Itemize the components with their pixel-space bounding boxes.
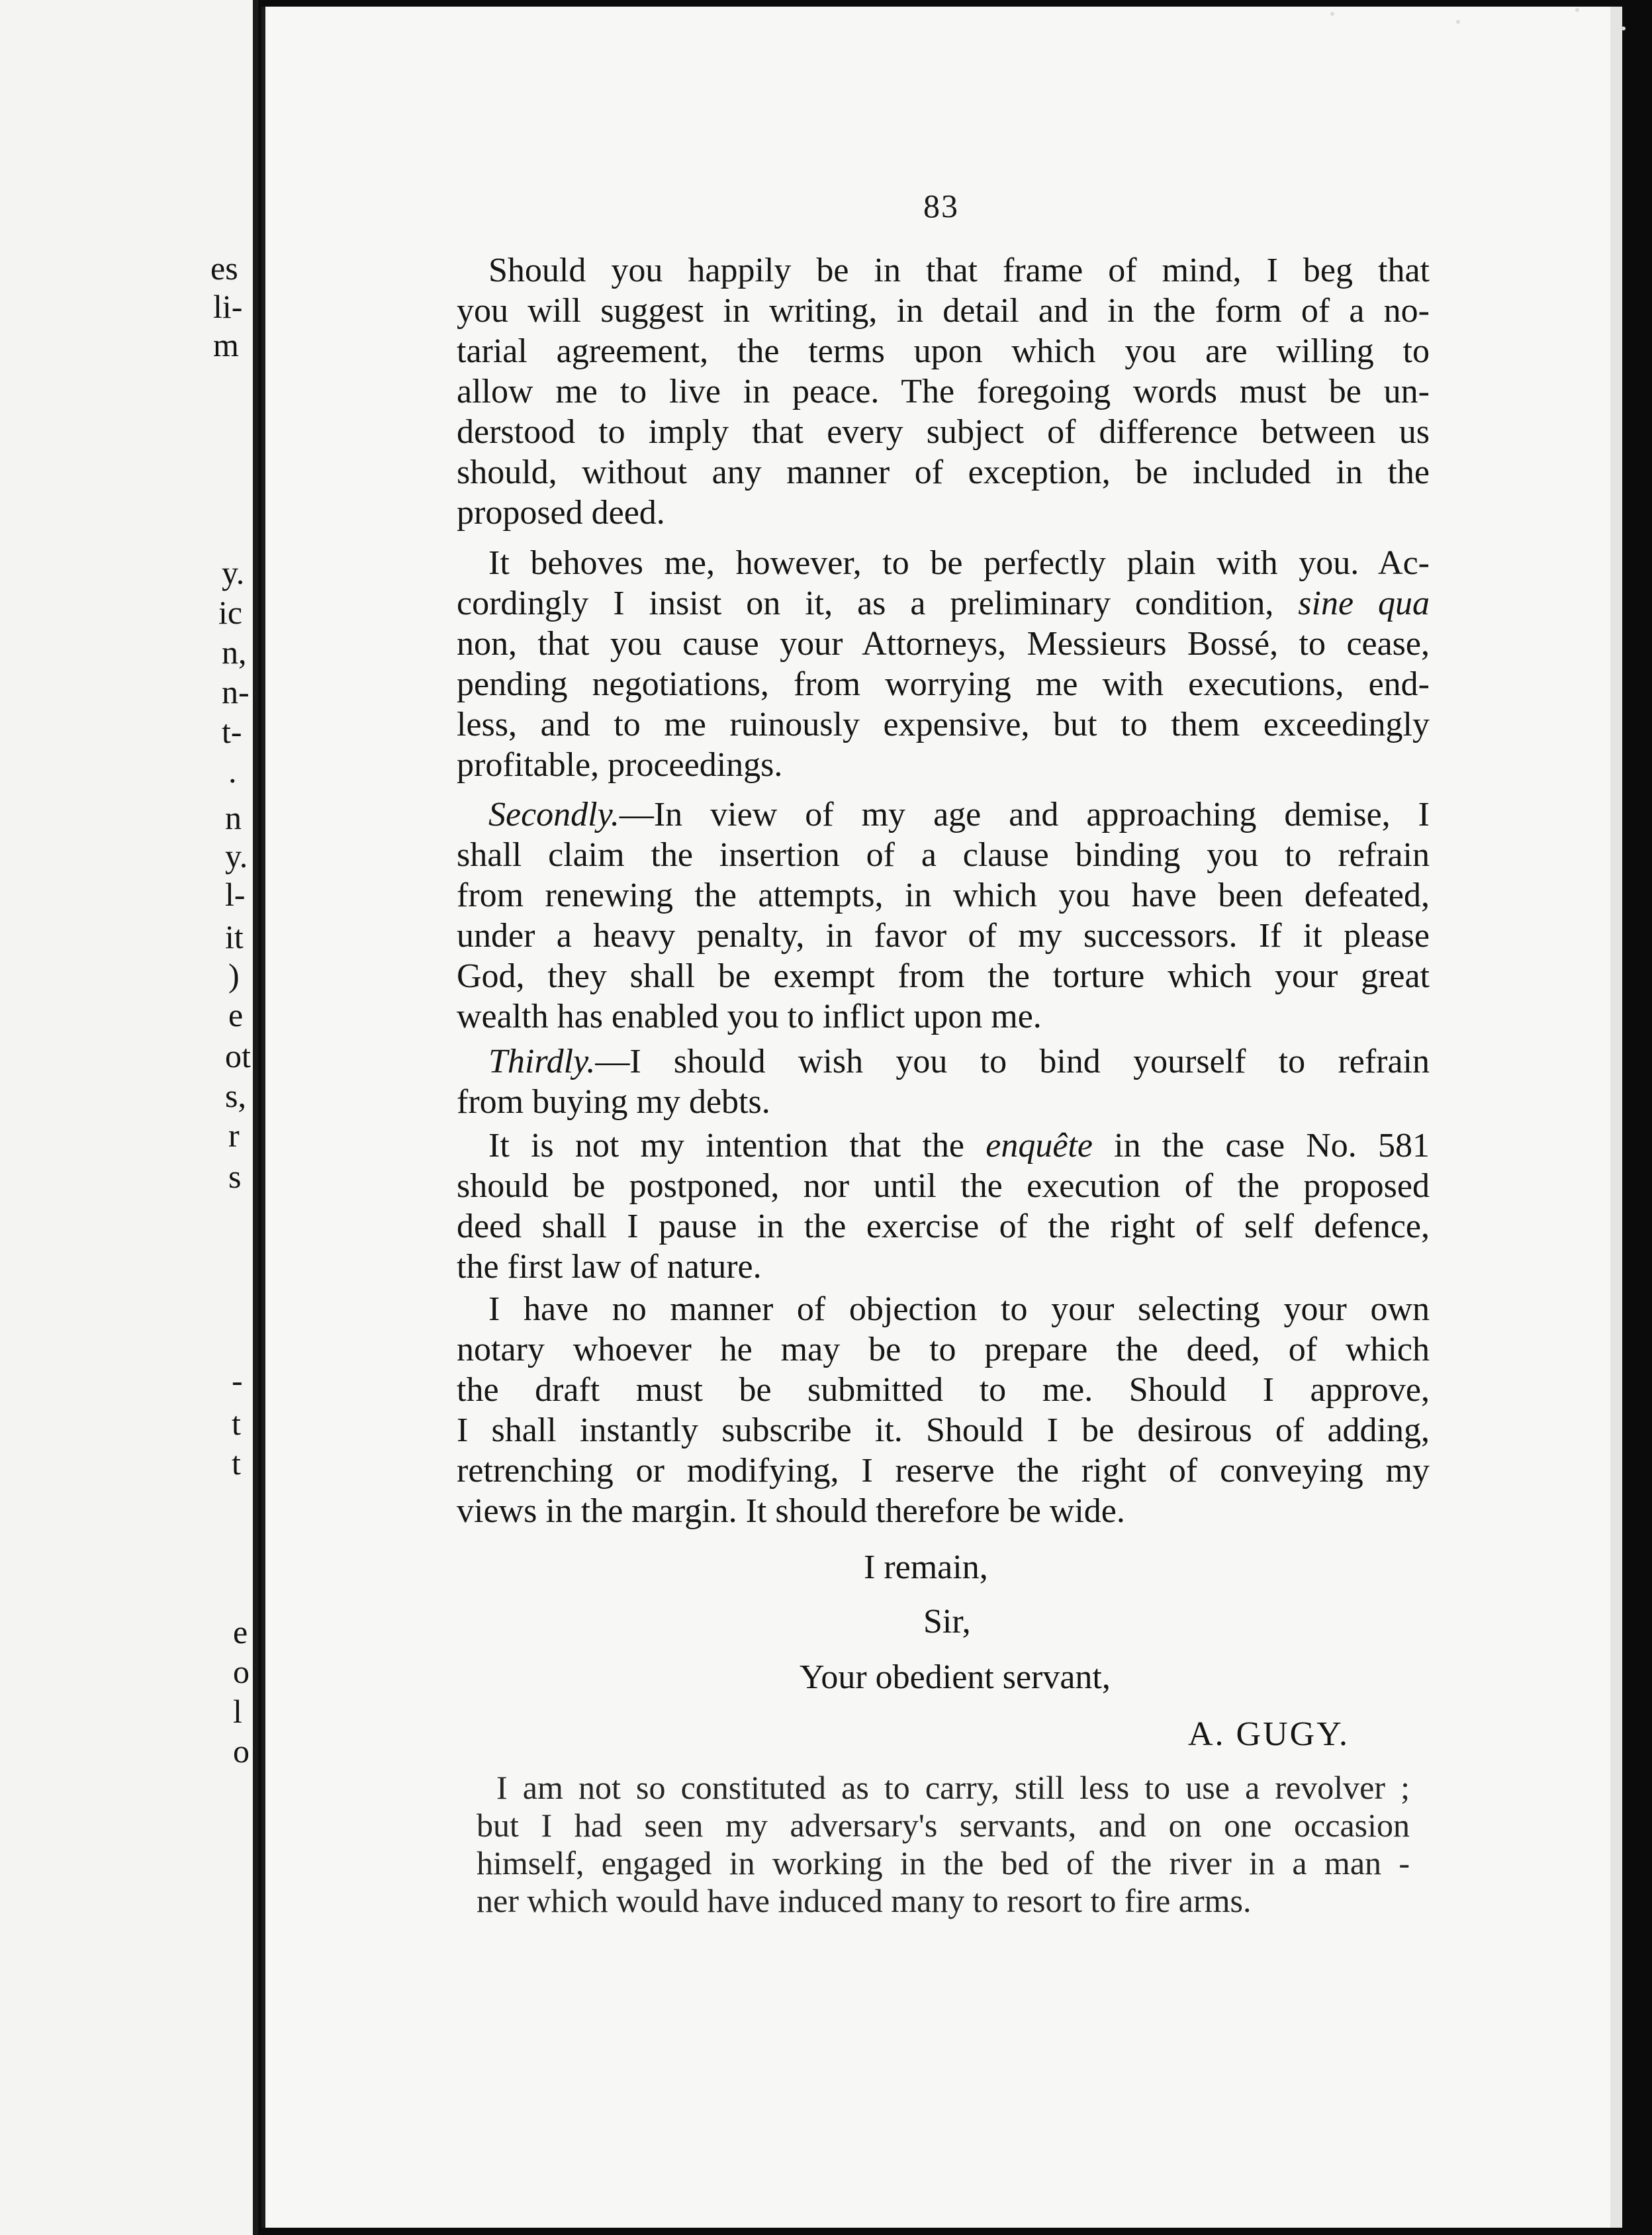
text-line: views in the margin. It should therefore be wide.	[457, 1492, 1125, 1530]
scan-speck	[1622, 26, 1626, 30]
left-fragment: o	[233, 1653, 250, 1690]
left-fragment: e	[233, 1613, 248, 1650]
scan-speck	[1575, 8, 1579, 12]
text-line: should, without any manner of exception, be included in the	[457, 453, 1430, 491]
page-number: 83	[923, 187, 959, 224]
text-line	[457, 794, 1430, 835]
text-line: the first law of nature.	[457, 1248, 762, 1286]
footnote-line: ner which would have induced many to resort to fire arms.	[477, 1882, 1252, 1919]
text-line: tarial agreement, the terms upon which you are willing to	[457, 332, 1430, 370]
paragraph-5	[457, 1125, 1430, 1287]
text-segment: —I should wish you to bind yourself to refrain	[595, 1043, 1430, 1080]
scan-speck	[1330, 12, 1334, 16]
paragraph-6	[457, 1289, 1430, 1531]
left-fragment: ic	[218, 594, 243, 631]
left-fragment: )	[228, 957, 240, 994]
text-line: deed shall I pause in the exercise of the right of self defence,	[457, 1208, 1430, 1245]
text-line: under a heavy penalty, in favor of my successors. If it please	[457, 917, 1430, 955]
signature: A. GUGY.	[1188, 1715, 1350, 1753]
paragraph-4	[457, 1041, 1430, 1122]
closing-remain: I remain,	[864, 1548, 988, 1586]
text-line: pending negotiations, from worrying me with executions, end-	[457, 665, 1430, 703]
footnote	[477, 1769, 1410, 1920]
text-line: you will suggest in writing, in detail and in the form of a no-	[457, 292, 1430, 330]
left-fragment: -	[232, 1362, 243, 1399]
text-line: from renewing the attempts, in which you have been defeated,	[457, 877, 1430, 914]
left-fragment: y.	[222, 554, 245, 591]
italic-word: enquête	[986, 1127, 1093, 1165]
text-line: the draft must be submitted to me. Should I approve,	[457, 1371, 1430, 1409]
left-partial-page	[0, 0, 258, 2235]
left-fragment: l-	[225, 876, 246, 913]
left-fragment: l	[233, 1693, 242, 1730]
left-fragment: .	[228, 753, 237, 790]
text-line: less, and to me ruinously expensive, but to them exceedingly	[457, 706, 1430, 743]
text-line: Should you happily be in that frame of mind, I beg that	[488, 252, 1430, 289]
text-line: proposed deed.	[457, 494, 665, 532]
left-fragment: t	[232, 1405, 241, 1442]
text-line: should be postponed, nor until the execution of the proposed	[457, 1167, 1430, 1205]
text-line: wealth has enabled you to inflict upon me.	[457, 998, 1042, 1035]
left-fragment: s,	[225, 1077, 246, 1114]
left-fragment: r	[228, 1117, 240, 1154]
left-fragment: n-	[222, 673, 250, 710]
text-line: non, that you cause your Attorneys, Messieurs Bossé, to cease,	[457, 625, 1430, 663]
footnote-line: I am not so constituted as to carry, still less to use a revolver ;	[496, 1769, 1410, 1806]
footnote-line: but I had seen my adversary's servants, and on one occasion	[477, 1807, 1410, 1844]
lead-word: Secondly.	[488, 796, 620, 833]
left-fragment: y.	[225, 837, 248, 875]
left-fragment: t	[232, 1445, 241, 1482]
lead-word: Thirdly.	[488, 1043, 596, 1080]
left-fragment: t-	[222, 713, 242, 750]
italic-phrase: sine qua	[1298, 585, 1430, 622]
text-line: derstood to imply that every subject of difference between us	[457, 413, 1430, 451]
text-line: shall claim the insertion of a clause binding you to refrain	[457, 836, 1430, 874]
text-line: I shall instantly subscribe it. Should I be desirous of adding,	[457, 1411, 1430, 1449]
text-line: retrenching or modifying, I reserve the right of conveying my	[457, 1452, 1430, 1490]
text-line	[457, 1125, 1430, 1166]
text-segment: in the case No. 581	[1114, 1127, 1430, 1165]
text-line: from buying my debts.	[457, 1083, 770, 1121]
text-line: profitable, proceedings.	[457, 746, 783, 784]
left-fragment: m	[213, 326, 239, 363]
left-fragment: li-	[213, 288, 243, 325]
text-segment: —In view of my age and approaching demise, I	[619, 796, 1430, 833]
left-fragment: s	[228, 1158, 242, 1195]
text-line: allow me to live in peace. The foregoing words must be un-	[457, 373, 1430, 410]
paragraph-2	[457, 543, 1430, 785]
scan-speck	[1456, 20, 1460, 24]
left-fragment: o	[233, 1733, 250, 1770]
text-segment: It is not my intention that the	[488, 1127, 965, 1165]
closing-sir: Sir,	[923, 1603, 971, 1641]
text-line: It behoves me, however, to be perfectly plain with you. Ac-	[488, 544, 1430, 582]
text-line	[457, 1041, 1430, 1082]
text-line	[457, 583, 1430, 624]
paragraph-3	[457, 794, 1430, 1037]
text-line: notary whoever he may be to prepare the deed, of which	[457, 1331, 1430, 1368]
footnote-line: himself, engaged in working in the bed of the river in a man -	[477, 1844, 1410, 1881]
paragraph-1	[457, 250, 1430, 533]
left-fragment: es	[210, 250, 238, 287]
text-segment: cordingly I insist on it, as a preliminary condition,	[457, 585, 1274, 622]
left-fragment: n	[225, 799, 242, 836]
left-fragment: e	[228, 996, 244, 1033]
left-fragment: n,	[222, 634, 247, 671]
closing-servant: Your obedient servant,	[800, 1658, 1111, 1696]
left-fragment: ot	[225, 1037, 251, 1074]
left-fragment: it	[225, 918, 244, 955]
text-line: I have no manner of objection to your selecting your own	[488, 1290, 1430, 1328]
text-line: God, they shall be exempt from the torture which your great	[457, 957, 1430, 995]
